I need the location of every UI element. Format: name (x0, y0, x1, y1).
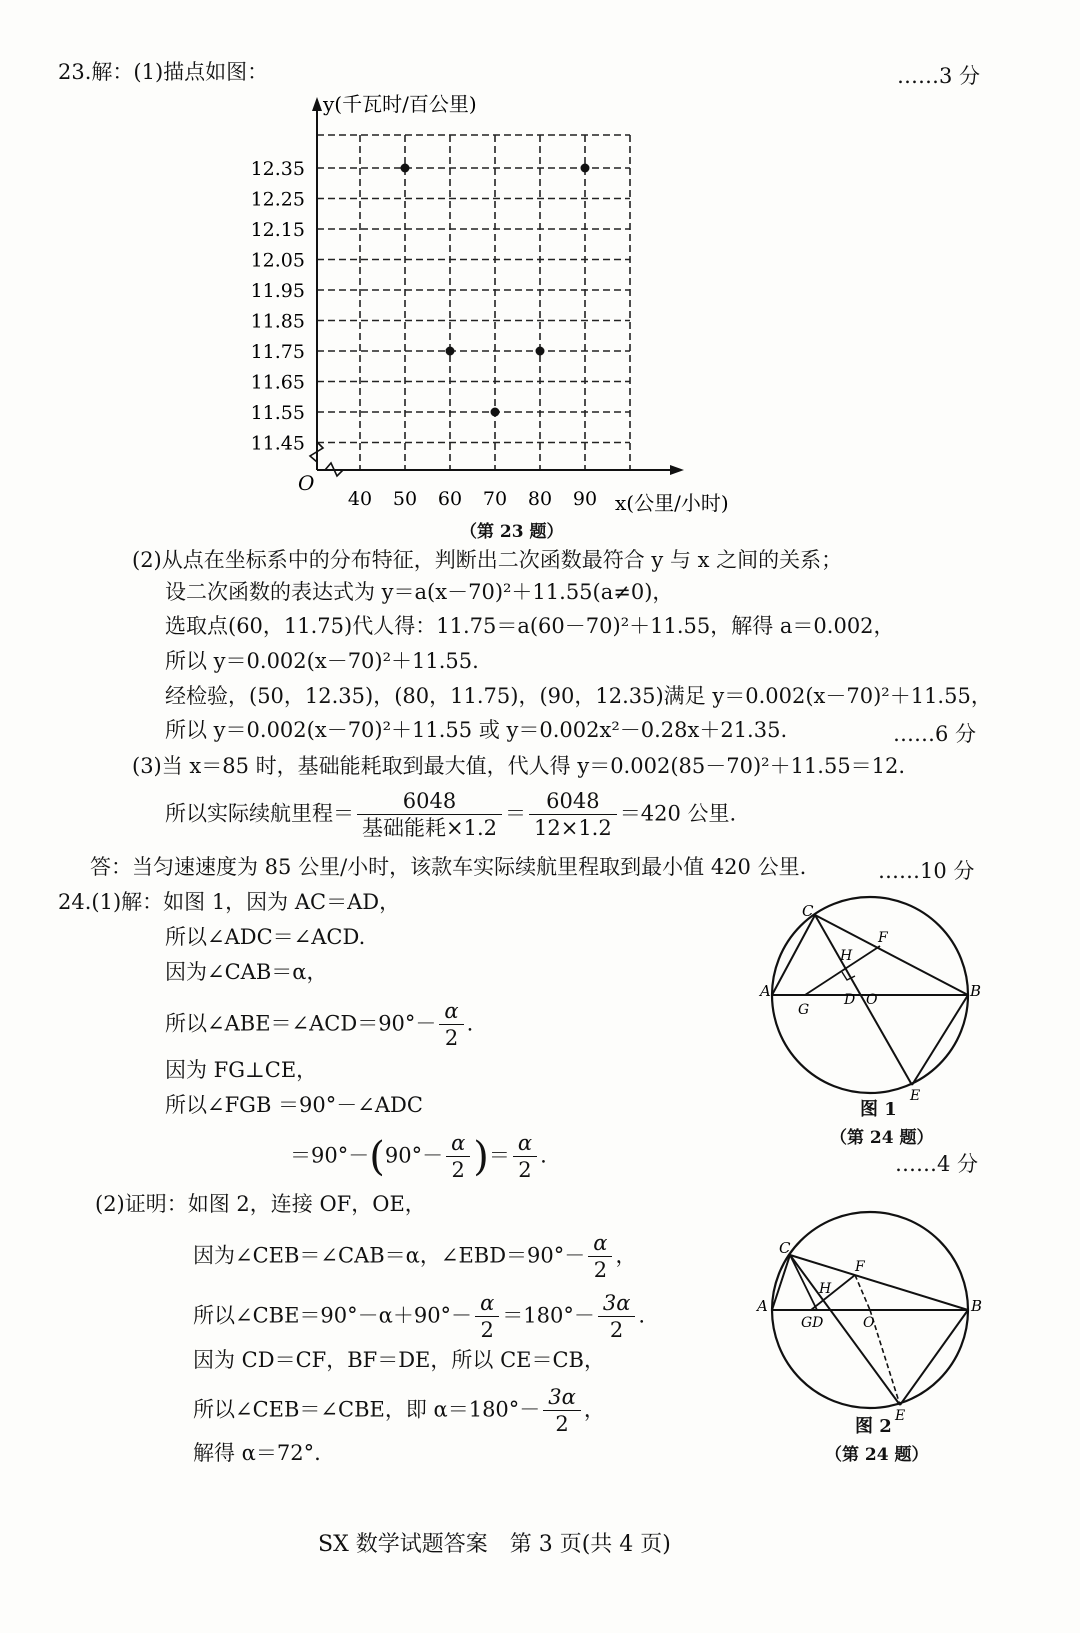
fig1-label-f: F (878, 930, 888, 946)
fig2-label-b: B (971, 1297, 983, 1315)
y-tick-label-9: 11.45 (250, 432, 305, 455)
q23-fraction-1 (357, 790, 502, 840)
x-axis-label: x(公里/小时) (615, 491, 729, 515)
data-point-4 (581, 164, 590, 173)
q23-score-1: ……3 分 (897, 64, 981, 88)
fig2-label-c: C (779, 1239, 791, 1257)
fig1-line-be (912, 995, 968, 1085)
fig2-line-cb (790, 1255, 968, 1310)
q23-equals: ＝ (505, 801, 526, 826)
q23-part2-line4: 所以 y＝0.002(x－70)²＋11.55. (165, 649, 479, 673)
q23-chart-svg (250, 85, 760, 535)
page-footer: SX 数学试题答案 第 3 页(共 4 页) (318, 1532, 671, 1557)
y-tick-label-0: 12.35 (250, 158, 305, 180)
q24-line2: 所以∠ADC＝∠ACD. (165, 925, 366, 949)
q24-line4: 所以∠ABE＝∠ACD＝90°－ $\frac{\alpha}{2}$ . (165, 999, 474, 1051)
q23-part2-line5: 经检验，(50，12.35)，(80，11.75)，(90，12.35)满足 y＝0.002(x－70)²＋11.55， (165, 684, 992, 708)
fig1-line-ca (772, 915, 815, 995)
fig2-label: 图 2 (855, 1416, 892, 1437)
q24-part2-line3: 所以∠CBE＝90°－α＋90°－ $\frac{\alpha}{2}$ ＝180°－ $\frac{3\alpha}{2}$ . (193, 1291, 646, 1343)
q24-score-4: ……4 分 (895, 1152, 979, 1176)
q23-chart-caption: （第 23 题） (460, 522, 564, 542)
fig2-label-f: F (855, 1259, 865, 1275)
q24-figure-2 (755, 1215, 990, 1425)
q23-part3-range-formula (165, 790, 736, 840)
q23-header: 23.解：(1)描点如图： (58, 60, 269, 84)
data-point-0 (401, 164, 410, 173)
y-tick-label-7: 11.65 (250, 371, 305, 394)
q23-part2-line6: 所以 y＝0.002(x－70)²＋11.55 或 y＝0.002x²－0.28x＋21.35. (165, 718, 788, 742)
x-tick-label-4: 80 (527, 488, 553, 510)
y-tick-label-3: 12.05 (250, 249, 305, 272)
q24-line7: ＝90°－(90°－ $\frac{\alpha}{2}$ )＝ $\frac{\alpha}{2}$ . (290, 1131, 547, 1183)
fig2-line-ca (772, 1255, 790, 1310)
fig2-caption: （第 24 题） (825, 1445, 929, 1465)
q23-part3-prefix: 所以实际续航里程＝ (165, 801, 354, 826)
fig1-label-g: G (798, 1002, 810, 1018)
q23-fraction-1-den: 基础能耗×1.2 (362, 816, 497, 841)
q24-line6: 所以∠FGB ＝90°－∠ADC (165, 1093, 423, 1117)
q24-line5: 因为 FG⊥CE， (165, 1058, 318, 1082)
q23-score-2: ……6 分 (893, 722, 977, 746)
q24-line4-prefix: 所以∠ABE＝∠ACD＝90°－ (165, 1011, 437, 1036)
data-point-1 (446, 347, 455, 356)
q24-line7-fraction-result: $\frac{\alpha}{2}$ (513, 1132, 537, 1182)
fig1-label-h: H (840, 948, 853, 964)
fig1-caption: （第 24 题） (830, 1128, 934, 1148)
x-tick-label-5: 90 (572, 488, 598, 510)
q23-part3-suffix: ＝420 公里. (619, 801, 737, 826)
fig1-label-a: A (760, 982, 771, 1000)
q23-score-3: ……10 分 (878, 859, 975, 883)
q23-fraction-1-num: 6048 (357, 790, 502, 815)
fig2-line-cd (790, 1255, 817, 1310)
fig2-label-o: O (863, 1315, 875, 1331)
q24-part2-line4: 因为 CD＝CF，BF＝DE，所以 CE＝CB， (193, 1348, 605, 1372)
y-tick-label-4: 11.95 (250, 280, 305, 302)
x-tick-label-3: 70 (482, 488, 508, 510)
y-tick-label-6: 11.75 (250, 341, 305, 363)
q24-line3: 因为∠CAB＝α， (165, 960, 328, 984)
data-point-3 (536, 347, 545, 356)
q23-part2-line3: 选取点(60，11.75)代人得：11.75＝a(60－70)²＋11.55，解得 a＝0.002， (165, 614, 895, 638)
q23-part3-line1: (3)当 x＝85 时，基础能耗取到最大值，代人得 y＝0.002(85－70)²＋11.55＝12. (132, 754, 906, 778)
data-point-2 (491, 408, 500, 417)
fig1-label-c: C (802, 902, 814, 920)
q23-part2-line1: (2)从点在坐标系中的分布特征，判断出二次函数最符合 y 与 x 之间的关系； (132, 548, 843, 572)
fig1-label-e: E (910, 1088, 921, 1104)
y-axis-arrow (312, 97, 322, 111)
y-axis-label: y(千瓦时/百公里) (323, 92, 477, 116)
fig1-label: 图 1 (860, 1099, 897, 1120)
q24-line7-fraction-inner: $\frac{\alpha}{2}$ (446, 1132, 470, 1182)
q24-part2-line6: 解得 α＝72°. (193, 1441, 321, 1465)
origin-label: O (298, 471, 315, 495)
q24-alpha-over-2: $\frac{\alpha}{2}$ (439, 1000, 463, 1050)
fig2-line-oe (870, 1310, 900, 1405)
x-tick-label-1: 50 (392, 488, 418, 510)
fig2-label-a: A (757, 1297, 768, 1315)
y-tick-label-1: 12.25 (250, 188, 305, 211)
q24-part2-line5: 所以∠CEB＝∠CBE，即 α＝180°－ $\frac{3\alpha}{2}$ ， (193, 1385, 605, 1437)
x-tick-label-0: 40 (347, 488, 373, 510)
fig2-line-be (900, 1310, 968, 1405)
q23-fraction-2-num: 6048 (529, 790, 617, 815)
q23-fraction-2 (529, 790, 617, 840)
fig2-label-h: H (819, 1281, 832, 1297)
y-tick-label-8: 11.55 (250, 402, 305, 424)
q23-part2-line2: 设二次函数的表达式为 y＝a(x－70)²＋11.55(a≠0)， (165, 580, 674, 604)
q24-part2-line1: (2)证明：如图 2，连接 OF，OE， (95, 1192, 426, 1216)
y-tick-label-5: 11.85 (250, 310, 305, 333)
q24-part2-line2: 因为∠CEB＝∠CAB＝α，∠EBD＝90°－ $\frac{\alpha}{2}$ ， (193, 1231, 637, 1283)
q23-answer: 答：当匀速速度为 85 公里/小时，该款车实际续航里程取到最小值 420 公里. (90, 855, 807, 879)
fig2-label-e: E (895, 1408, 906, 1424)
fig2-label-gd: GD (801, 1315, 824, 1331)
q23-scatter-chart (250, 85, 760, 535)
fig1-label-d: D (844, 992, 856, 1008)
fig2-line-of (855, 1275, 870, 1310)
y-tick-label-2: 12.15 (250, 219, 305, 241)
q24-line1: 24.(1)解：如图 1，因为 AC＝AD， (58, 890, 401, 914)
x-axis-arrow (670, 465, 684, 475)
q24-figure-1 (760, 900, 990, 1105)
fig1-label-o: O (866, 992, 878, 1008)
fig1-label-b: B (970, 982, 982, 1000)
x-tick-label-2: 60 (437, 488, 463, 510)
q23-fraction-2-den: 12×1.2 (534, 816, 612, 841)
